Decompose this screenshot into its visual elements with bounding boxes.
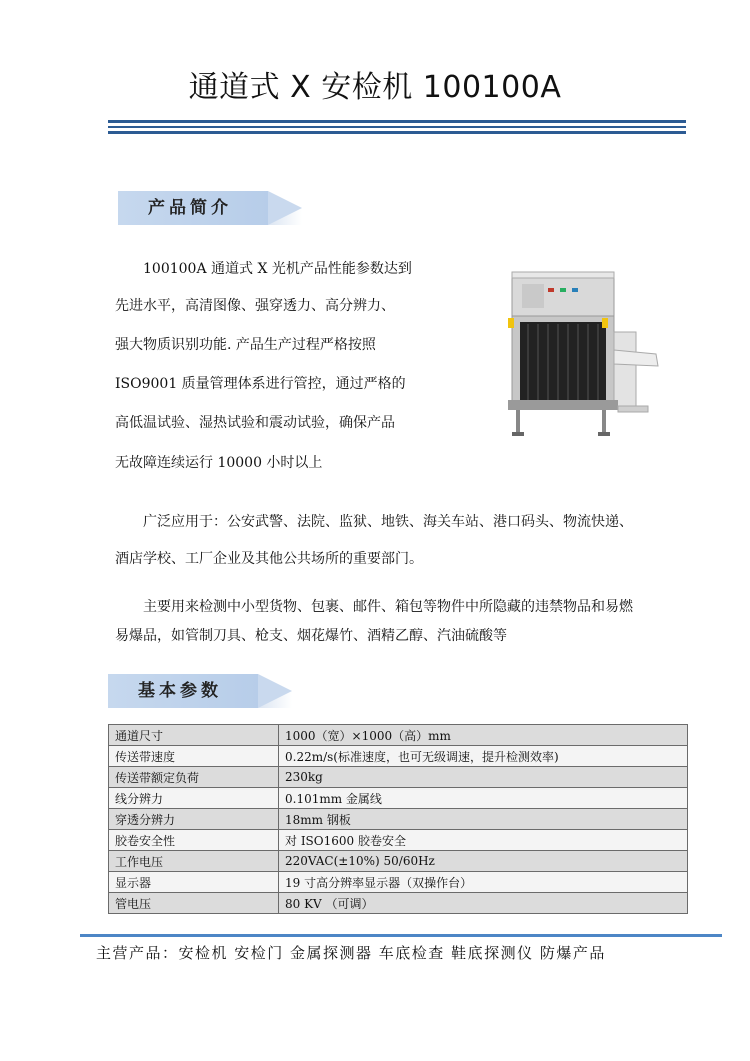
table-row [109,725,688,746]
table-row [109,746,688,767]
intro-line: ISO9001 质量管理体系进行管控，通过严格的 [115,376,406,392]
intro-line: 高低温试验、湿热试验和震动试验，确保产品 [115,415,395,431]
section-heading-params: 基本参数 [108,674,258,708]
param-label: 胶卷安全性 [109,830,279,851]
footer-products: 主营产品：安检机 安检门 金属探测器 车底检查 鞋底探测仪 防爆产品 [96,944,606,962]
intro-line: 100100A 通道式 X 光机产品性能参数达到 [143,261,412,277]
param-label: 穿透分辨力 [109,809,279,830]
title-rule-bottom [108,131,686,134]
param-label: 通道尺寸 [109,725,279,746]
param-label: 传送带额定负荷 [109,767,279,788]
param-value: 0.101mm 金属线 [279,788,688,809]
tab-arrow [268,191,302,225]
usage-line-1: 主要用来检测中小型货物、包裹、邮件、箱包等物件中所隐藏的违禁物品和易燃 [143,599,633,615]
param-label: 线分辨力 [109,788,279,809]
param-label: 传送带速度 [109,746,279,767]
param-value: 80 KV （可调） [279,893,688,914]
table-row [109,851,688,872]
param-value: 18mm 钢板 [279,809,688,830]
footer-rule [80,934,722,937]
table-row [109,872,688,893]
table-row [109,830,688,851]
applications-line-2: 酒店学校、工厂企业及其他公共场所的重要部门。 [115,551,423,567]
param-value: 对 ISO1600 胶卷安全 [279,830,688,851]
xray-machine-image [498,268,660,440]
params-table [108,724,688,914]
param-value: 1000（宽）×1000（高）mm [279,725,688,746]
title-rule-top [108,120,686,123]
page-title: 通道式 X 安检机 100100A [188,70,562,105]
tab-arrow [258,674,292,708]
param-label: 管电压 [109,893,279,914]
intro-line: 强大物质识别功能. 产品生产过程严格按照 [115,337,376,353]
param-value: 220VAC(±10%) 50/60Hz [279,851,688,872]
param-label: 显示器 [109,872,279,893]
table-row [109,893,688,914]
param-value: 230kg [279,767,688,788]
section-heading-intro: 产品简介 [118,191,268,225]
table-row [109,767,688,788]
table-row [109,788,688,809]
param-label: 工作电压 [109,851,279,872]
intro-line: 先进水平，高清图像、强穿透力、高分辨力、 [115,298,395,314]
applications-line-1: 广泛应用于：公安武警、法院、监狱、地铁、海关车站、港口码头、物流快递、 [143,514,633,530]
table-row [109,809,688,830]
usage-line-2: 易爆品，如管制刀具、枪支、烟花爆竹、酒精乙醇、汽油硫酸等 [115,628,507,644]
param-value: 19 寸高分辨率显示器（双操作台） [279,872,688,893]
intro-line: 无故障连续运行 10000 小时以上 [115,455,323,471]
param-value: 0.22m/s(标准速度，也可无级调速，提升检测效率) [279,746,688,767]
title-rule-middle [108,126,686,128]
